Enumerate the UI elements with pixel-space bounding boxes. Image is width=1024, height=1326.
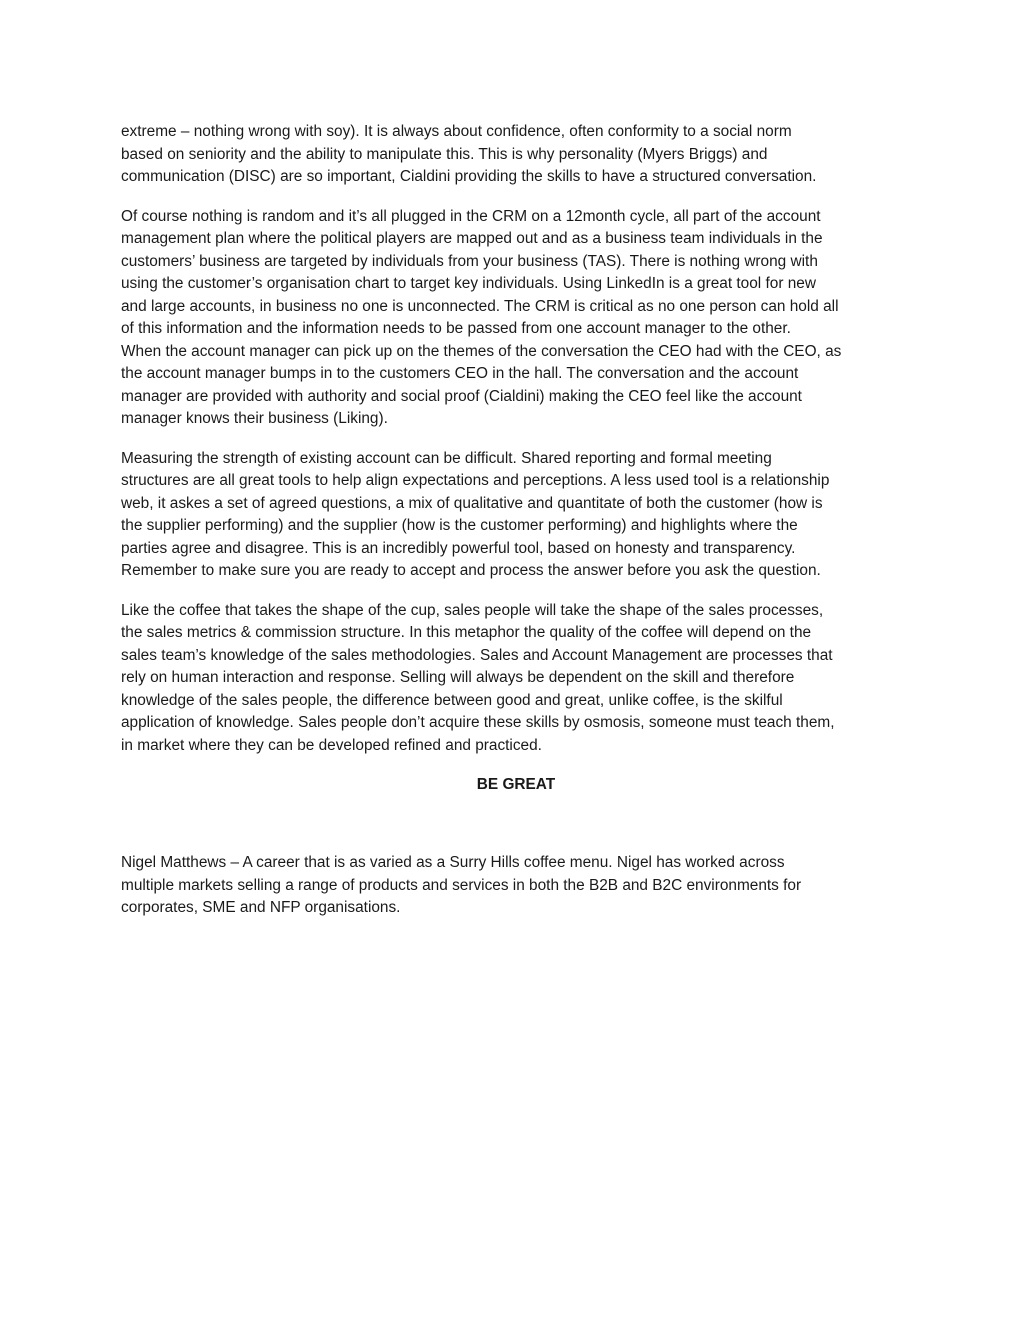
text-line: management plan where the political players are mapped out and as a business team individuals in the [121, 230, 823, 247]
text-line: communication (DISC) are so important, Cialdini providing the skills to have a structured conversation. [121, 168, 817, 185]
text-line: sales team’s knowledge of the sales methodologies. Sales and Account Management are processes that [121, 646, 833, 664]
text-line: multiple markets selling a range of products and services in both the B2B and B2C environments for [121, 876, 802, 894]
text-line: manager knows their business (Liking). [121, 410, 388, 427]
text-line: and large accounts, in business no one is unconnected. The CRM is critical as no one person can hold all [121, 297, 839, 315]
text-line: manager are provided with authority and social proof (Cialdini) making the CEO feel like the account [121, 387, 802, 405]
paragraph-2 [121, 206, 911, 431]
text-line: application of knowledge. Sales people don’t acquire these skills by osmosis, someone must teach them, [121, 714, 835, 731]
paragraph-3 [121, 448, 911, 583]
text-line: structures are all great tools to help align expectations and perceptions. A less used tool is a relationship [121, 472, 830, 489]
text-line: extreme – nothing wrong with soy). It is always about confidence, often conformity to a social norm [121, 123, 792, 140]
text-line: customers’ business are targeted by individuals from your business (TAS). There is nothing wrong with [121, 252, 818, 270]
text-line: Of course nothing is random and it’s all plugged in the CRM on a 12month cycle, all part of the account [121, 207, 821, 225]
text-line: based on seniority and the ability to manipulate this. This is why personality (Myers Briggs) and [121, 145, 768, 163]
text-line: Nigel Matthews – A career that is as varied as a Surry Hills coffee menu. Nigel has worked across [121, 854, 785, 871]
text-line: Measuring the strength of existing account can be difficult. Shared reporting and formal meeting [121, 449, 772, 467]
text-line: parties agree and disagree. This is an incredibly powerful tool, based on honesty and transparency. [121, 539, 796, 557]
text-line: knowledge of the sales people, the difference between good and great, unlike coffee, is the skilful [121, 691, 783, 709]
closing-heading [121, 774, 911, 852]
paragraph-1 [121, 121, 911, 189]
text-line: rely on human interaction and response. Selling will always be dependent on the skill and therefore [121, 669, 795, 686]
text-line: corporates, SME and NFP organisations. [121, 899, 401, 916]
text-line: of this information and the information needs to be passed from one account manager to the other. [121, 320, 791, 337]
text-line: the account manager bumps in to the customers CEO in the hall. The conversation and the account [121, 365, 799, 382]
heading-text: BE GREAT [476, 776, 556, 793]
text-line: Like the coffee that takes the shape of the cup, sales people will take the shape of the sales processes, [121, 601, 824, 619]
text-line: the supplier performing) and the supplier (how is the customer performing) and highlights where the [121, 517, 798, 534]
document-page [121, 121, 911, 937]
text-line: web, it askes a set of agreed questions, a mix of qualitative and quantitate of both the customer (how is [121, 494, 823, 512]
text-line: in market where they can be developed refined and practiced. [121, 736, 542, 754]
text-line: the sales metrics & commission structure. In this metaphor the quality of the coffee will depend on the [121, 624, 812, 641]
text-line: using the customer’s organisation chart to target key individuals. Using LinkedIn is a great tool for new [121, 275, 816, 292]
paragraph-4 [121, 600, 911, 758]
author-bio [121, 852, 911, 920]
text-line: Remember to make sure you are ready to accept and process the answer before you ask the question. [121, 562, 821, 579]
text-line: When the account manager can pick up on the themes of the conversation the CEO had with the CEO, as [121, 342, 842, 360]
